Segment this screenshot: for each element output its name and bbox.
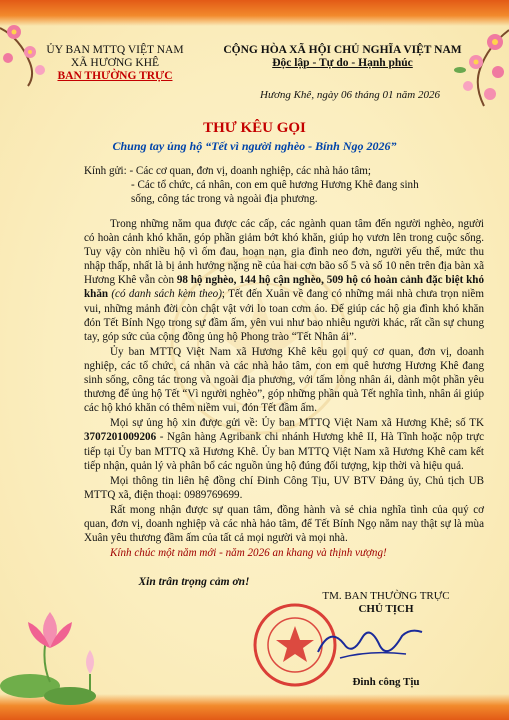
paragraph-3 <box>84 416 484 472</box>
top-orange-band <box>0 0 509 26</box>
republic-motto <box>205 57 480 69</box>
paragraph-5: Rất mong nhận được sự quan tâm, đồng hành và sẻ chia nghĩa tình của quý cơ quan, đơn vị, doanh nghiệp và các nhà hảo tâm, để Tết Bính Ngọ năm nay thật sự là mùa Xuân yêu thương đầm ấm của tất cả mọi người và mọi nhà. <box>84 503 484 545</box>
org-name-line1: ỦY BAN MTTQ VIỆT NAM <box>46 44 184 56</box>
org-name-line2: XÃ HƯƠNG KHÊ <box>70 57 160 69</box>
bank-account-number: 3707201009206 <box>84 431 157 444</box>
org-name-line3 <box>30 70 200 82</box>
republic-name: CỘNG HÒA XÃ HỘI CHỦ NGHĨA VIỆT NAM <box>223 44 462 56</box>
handwritten-signature-icon <box>310 618 430 668</box>
paragraph-1 <box>84 217 484 344</box>
paragraph-4: Mọi thông tin liên hệ đồng chí Đinh Công Tịu, UV BTV Đảng ủy, Chủ tịch UB MTTQ xã, điện thoại: 0989769699. <box>84 474 484 501</box>
thanks-line: Xin trân trọng cảm ơn! <box>138 576 250 588</box>
p3-text-a: Mọi sự ủng hộ xin được gửi về: Ủy ban MTTQ Việt Nam xã Hương Khê; số TK <box>110 417 484 430</box>
lotus-flower-icon <box>0 600 110 710</box>
p1-list-note: (có danh sách kèm theo) <box>108 288 222 301</box>
paragraph-2: Ủy ban MTTQ Việt Nam xã Hương Khê kêu gọi quý cơ quan, đơn vị, doanh nghiệp, các tổ chức, cá nhân và các nhà hảo tâm, con em quê hương Hương Khê đang sinh sống, công tác trong và ngoài địa phương, với tấm lòng nhân ái, dành một phần yêu thương để ủng hộ Tết “Vì người nghèo”, góp những phần quà Tết nghĩa tình, nhân ái giúp các hộ khó khăn có thêm niềm vui, đón Tết đầm ấm. <box>84 345 484 415</box>
motto-text: Độc lập - Tự do - Hạnh phúc <box>272 57 413 69</box>
recipients-block <box>84 164 484 206</box>
signature-position: CHỦ TỊCH <box>358 603 414 615</box>
recipients-label: Kính gửi: <box>84 165 127 177</box>
recipient-line3: sống, công tác trong và ngoài địa phương. <box>131 193 318 206</box>
letter-title: THƯ KÊU GỌI <box>203 120 306 136</box>
p1-text-b: ; Tết đến Xuân về đang có những mái nhà chưa trọn niềm vui, những mảnh đời còn chật vật với lo toan cơm áo. Để giúp các hộ gia đình khó khăn đón Tết Bính Ngọ trong sự đầm ấm, yên vui như bao nhiêu người khác, rất cần sự chung tay, góp sức của cộng đồng ủng hộ Phong trào “Tết Nhân ái”. <box>84 288 484 343</box>
recipient-line2: - Các tổ chức, cá nhân, con em quê hương Hương Khê đang sinh <box>131 179 419 192</box>
org-standing-committee: BAN THƯỜNG TRỰC <box>57 70 173 82</box>
letter-subtitle: Chung tay ủng hộ “Tết vì người nghèo - Bính Ngọ 2026” <box>112 139 397 153</box>
new-year-wish: Kính chúc một năm mới - năm 2026 an khang và thịnh vượng! <box>110 547 387 560</box>
signature-title: TM. BAN THƯỜNG TRỰC <box>322 590 450 602</box>
p1-household-counts: 98 hộ nghèo, 144 hộ cận nghèo, 509 hộ có hoàn cảnh đặc biệt khó khăn <box>84 274 484 301</box>
letter-body <box>84 217 484 560</box>
letter-date: Hương Khê, ngày 06 tháng 01 năm 2026 <box>260 89 440 101</box>
p3-text-b: - Ngân hàng Agribank chi nhánh Hương khê II, Hà Tĩnh hoặc nộp trực tiếp tại Ủy ban MTTQ xã Hương Khê. Ủy ban MTTQ Việt Nam xã Hương Khê cam kết tiếp nhận, quản lý và phân bổ các nguồn ủng hộ đúng đối tượng, kịp thời và hiệu quả. <box>84 431 484 472</box>
p1-text-a: Trong những năm qua được các cấp, các ngành quan tâm đến người nghèo, người có hoàn cảnh khó khăn, góp phần giảm bớt khó khăn, giúp họ vươn lên trong cuộc sống. Tuy vậy còn nhiều hộ vì ốm đau, hoạn nạn, gia đình neo đơn, người yếu thế, mức thu nhập thấp, nhất là bị ảnh hưởng nặng nề của hai cơn bão số 5 và số 10 nên trên địa bàn xã Hương Khê vẫn còn <box>84 218 484 287</box>
signer-name: Đinh công Tịu <box>352 676 420 688</box>
recipient-line1: - Các cơ quan, đơn vị, doanh nghiệp, các nhà hảo tâm; <box>129 165 372 177</box>
